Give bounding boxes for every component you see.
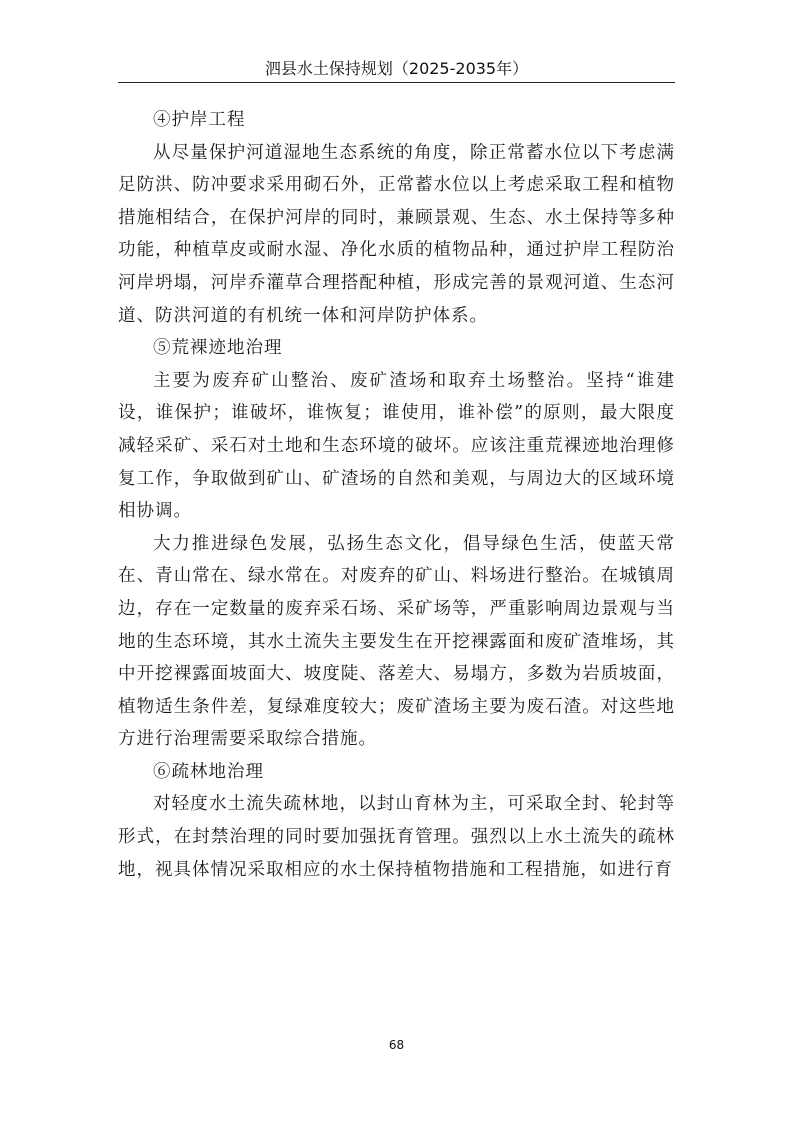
paragraph-revetment: 从尽量保护河道湿地生态系统的角度，除正常蓄水位以下考虑满足防洪、防冲要求采用砌石外，正常蓄水位以上考虑采取工程和植物措施相结合，在保护河岸的同时，兼顾景观、生态、水土保持等多种功能，种植草皮或耐水湿、净化水质的植物品种，通过护岸工程防治河岸坍塌，河岸乔灌草合理搭配种植，形成完善的景观河道、生态河道、防洪河道的有机统一体和河岸防护体系。: [118, 142, 675, 326]
page-header-title: 泗县水土保持规划（2025-2035年）: [264, 59, 529, 78]
document-body: [118, 104, 675, 886]
section-heading-barren-land: ⑤荒裸迹地治理: [153, 338, 283, 359]
section-heading-sparse-forest: ⑥疏林地治理: [153, 761, 264, 782]
section-heading-revetment: ④护岸工程: [153, 110, 246, 130]
page-number: 68: [388, 1038, 405, 1052]
header-divider: [118, 82, 675, 83]
paragraph-barren-land: 主要为废弃矿山整治、废矿渣场和取弃土场整治。坚持“谁建设，谁保护；谁破坏，谁恢复；谁使用，谁补偿”的原则，最大限度减轻采矿、采石对土地和生态环境的破坏。应该注重荒裸迹地治理修复工作，争取做到矿山、矿渣场的自然和美观，与周边大的区域环境相协调。: [118, 370, 675, 522]
paragraph-green-development: 大力推进绿色发展，弘扬生态文化，倡导绿色生活，使蓝天常在、青山常在、绿水常在。对废弃的矿山、料场进行整治。在城镇周边，存在一定数量的废弃采石场、采矿场等，严重影响周边景观与当地的生态环境，其水土流失主要发生在开挖裸露面和废矿渣堆场，其中开挖裸露面坡面大、坡度陡、落差大、易塌方，多数为岩质坡面，植物适生条件差，复绿难度较大；废矿渣场主要为废石渣。对这些地方进行治理需要采取综合措施。: [118, 533, 675, 750]
paragraph-sparse-forest: 对轻度水土流失疏林地，以封山育林为主，可采取全封、轮封等形式，在封禁治理的同时要加强抚育管理。强烈以上水土流失的疏林地，视具体情况采取相应的水土保持植物措施和工程措施，如进行育: [118, 794, 675, 880]
